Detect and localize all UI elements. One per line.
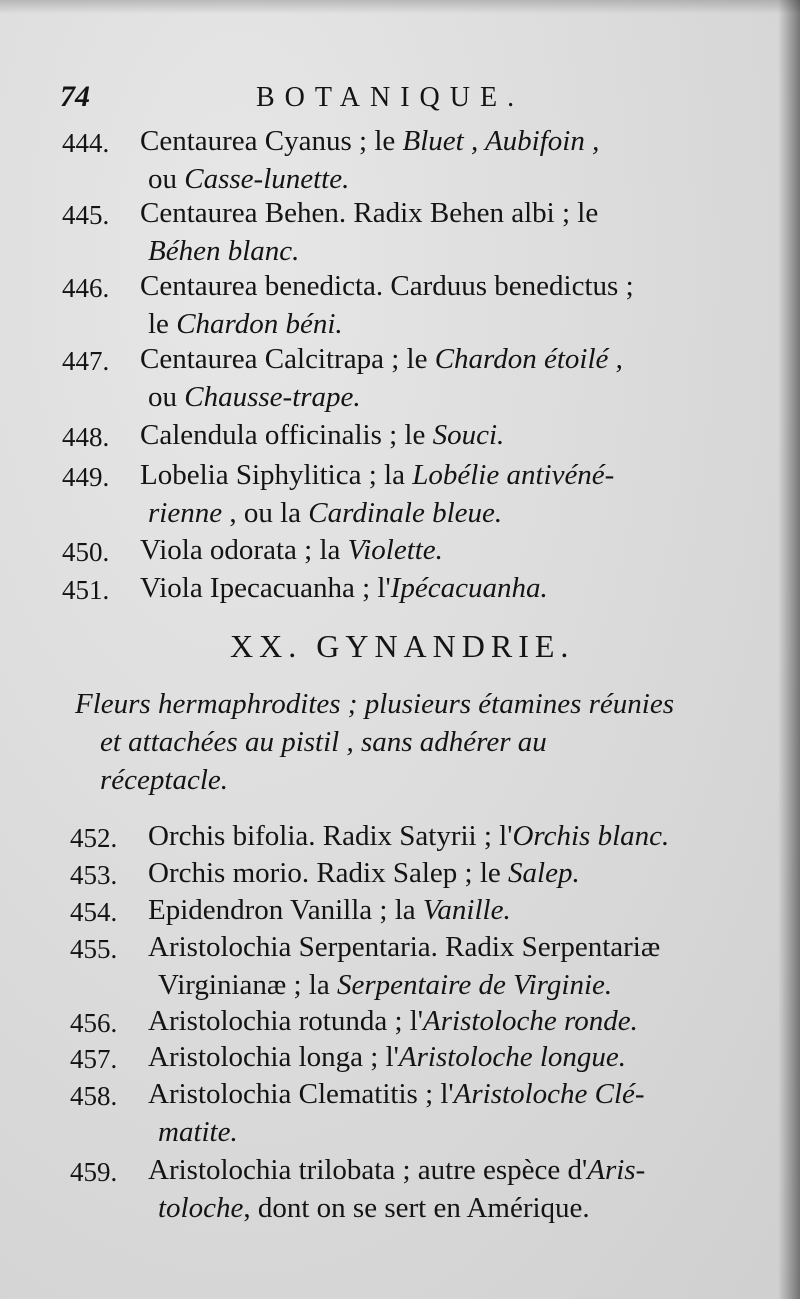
entry-number: 445. (62, 200, 110, 230)
entry-number: 452. (70, 823, 118, 853)
entry-line: le Chardon béni. (148, 308, 343, 340)
entry-line: ou Chausse-trape. (148, 381, 361, 413)
entry-number: 448. (62, 422, 110, 452)
entry-number: 449. (62, 462, 110, 492)
entry-line: Aristolochia rotunda ; l'Aristoloche ronde. (148, 1005, 638, 1037)
entry-line: Centaurea benedicta. Carduus benedictus ; (140, 270, 634, 302)
entry-number: 444. (62, 128, 110, 158)
entry-line: matite. (158, 1116, 238, 1148)
page-top-shadow (0, 0, 800, 14)
entry-line: Aristolochia Clematitis ; l'Aristoloche Clé- (148, 1078, 645, 1110)
entry-line: Centaurea Calcitrapa ; le Chardon étoilé , (140, 343, 623, 375)
entry-line: Viola Ipecacuanha ; l'Ipécacuanha. (140, 572, 548, 604)
entry-number: 453. (70, 860, 118, 890)
entry-line: toloche, dont on se sert en Amérique. (158, 1192, 590, 1224)
entry-number: 450. (62, 537, 110, 567)
entry-number: 446. (62, 273, 110, 303)
page-number: 74 (60, 80, 90, 113)
entry-line: Virginianæ ; la Serpentaire de Virginie. (158, 969, 613, 1001)
entry-number: 457. (70, 1044, 118, 1074)
entry-line: Orchis bifolia. Radix Satyrii ; l'Orchis blanc. (148, 820, 670, 852)
entry-line: Aristolochia Serpentaria. Radix Serpentariæ (148, 931, 661, 963)
entry-line: Centaurea Behen. Radix Behen albi ; le (140, 197, 599, 229)
entry-line: Viola odorata ; la Violette. (140, 534, 443, 566)
section-description: réceptacle. (100, 764, 229, 796)
entry-number: 447. (62, 346, 110, 376)
entry-number: 459. (70, 1157, 118, 1187)
page-right-shadow (778, 0, 800, 1299)
entry-line: Centaurea Cyanus ; le Bluet , Aubifoin , (140, 125, 600, 157)
entry-line: Epidendron Vanilla ; la Vanille. (148, 894, 511, 926)
entry-line: Béhen blanc. (148, 235, 300, 267)
entry-number: 455. (70, 934, 118, 964)
entry-line: rienne , ou la Cardinale bleue. (148, 497, 503, 529)
entry-line: Orchis morio. Radix Salep ; le Salep. (148, 857, 580, 889)
section-description: Fleurs hermaphrodites ; plusieurs étamines réunies (75, 688, 675, 720)
entry-number: 456. (70, 1008, 118, 1038)
entry-line: ou Casse-lunette. (148, 163, 350, 195)
entry-line: Aristolochia longa ; l'Aristoloche longue. (148, 1041, 627, 1073)
section-description: et attachées au pistil , sans adhérer au (100, 726, 547, 758)
entry-line: Aristolochia trilobata ; autre espèce d'Aris- (148, 1154, 646, 1186)
entry-number: 454. (70, 897, 118, 927)
entry-number: 451. (62, 575, 110, 605)
page-header (60, 80, 760, 120)
running-title: BOTANIQUE. (256, 82, 525, 113)
entry-line: Calendula officinalis ; le Souci. (140, 419, 505, 451)
entry-line: Lobelia Siphylitica ; la Lobélie antivéné- (140, 459, 615, 491)
section-title: XX. GYNANDRIE. (230, 628, 575, 664)
entry-number: 458. (70, 1081, 118, 1111)
